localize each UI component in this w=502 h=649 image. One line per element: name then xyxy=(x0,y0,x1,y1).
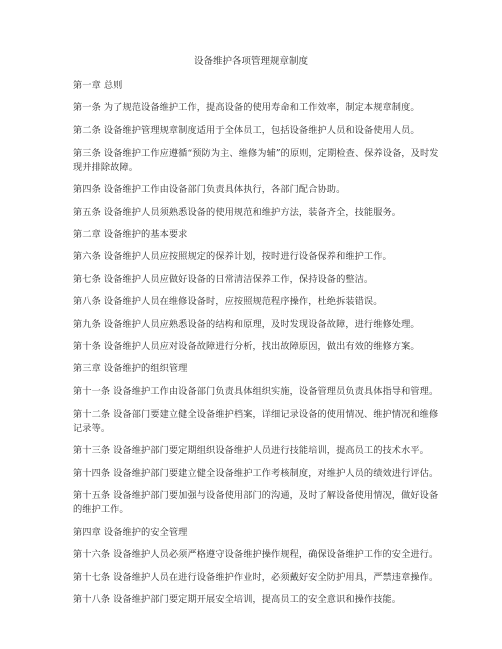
article-10: 第十条 设备维护人员应对设备故障进行分析，找出故障原因，做出有效的维修方案。 xyxy=(73,341,420,352)
document-title: 设备维护各项管理规章制度 xyxy=(193,56,308,67)
article-9: 第九条 设备维护人员应熟悉设备的结构和原理，及时发现设备故障，进行维修处理。 xyxy=(73,319,420,330)
article-3-line-2: 现并排除故障。 xyxy=(73,162,139,173)
article-6: 第六条 设备维护人员应按照规定的保养计划，按时进行设备保养和维护工作。 xyxy=(73,251,392,262)
article-15-line-2: 的维护工作。 xyxy=(73,504,129,515)
chapter-heading-3: 第三章 设备维护的组织管理 xyxy=(73,363,188,374)
article-11: 第十一条 设备维护工作由设备部门负责具体组织实施，设备管理员负责具体指导和管理。 xyxy=(73,386,439,397)
article-13: 第十三条 设备维护部门要定期组织设备维护人员进行技能培训，提高员工的技术水平。 xyxy=(73,445,429,456)
article-12-line-1: 第十二条 设备部门要建立健全设备维护档案，详细记录设备的使用情况、维护情况和维修 xyxy=(73,409,439,420)
chapter-heading-4: 第四章 设备维护的安全管理 xyxy=(73,527,188,538)
article-18: 第十八条 设备维护部门要定期开展安全培训，提高员工的安全意识和操作技能。 xyxy=(73,594,402,605)
article-12-line-2: 记录等。 xyxy=(73,423,111,434)
article-15-line-1: 第十五条 设备维护部门要加强与设备使用部门的沟通，及时了解设备使用情况，做好设备 xyxy=(73,490,439,501)
article-5: 第五条 设备维护人员须熟悉设备的使用规范和维护方法，装备齐全，技能服务。 xyxy=(73,207,402,218)
chapter-heading-2: 第二章 设备维护的基本要求 xyxy=(73,229,188,240)
article-16: 第十六条 设备维护人员必须严格遵守设备维护操作规程，确保设备维护工作的安全进行。 xyxy=(73,549,439,560)
article-3-line-1: 第三条 设备维护工作应遵循“预防为主、维修为辅”的原则，定期检查、保养设备，及时发 xyxy=(73,148,439,159)
article-8: 第八条 设备维护人员在维修设备时，应按照规范程序操作，杜绝拆装错误。 xyxy=(73,296,383,307)
article-14: 第十四条 设备维护部门要建立健全设备维护工作考核制度，对维护人员的绩效进行评估。 xyxy=(73,468,439,479)
article-2: 第二条 设备维护管理规章制度适用于全体员工，包括设备维护人员和设备使用人员。 xyxy=(73,125,420,136)
article-4: 第四条 设备维护工作由设备部门负责具体执行，各部门配合协助。 xyxy=(73,184,346,195)
article-7: 第七条 设备维护人员应做好设备的日常清洁保养工作，保持设备的整洁。 xyxy=(73,274,374,285)
article-1: 第一条 为了规范设备维护工作，提高设备的使用寿命和工作效率，制定本规章制度。 xyxy=(73,102,420,113)
article-17: 第十七条 设备维护人员在进行设备维护作业时，必须戴好安全防护用具，严禁违章操作。 xyxy=(73,572,439,583)
chapter-heading-1: 第一章 总则 xyxy=(73,80,123,91)
